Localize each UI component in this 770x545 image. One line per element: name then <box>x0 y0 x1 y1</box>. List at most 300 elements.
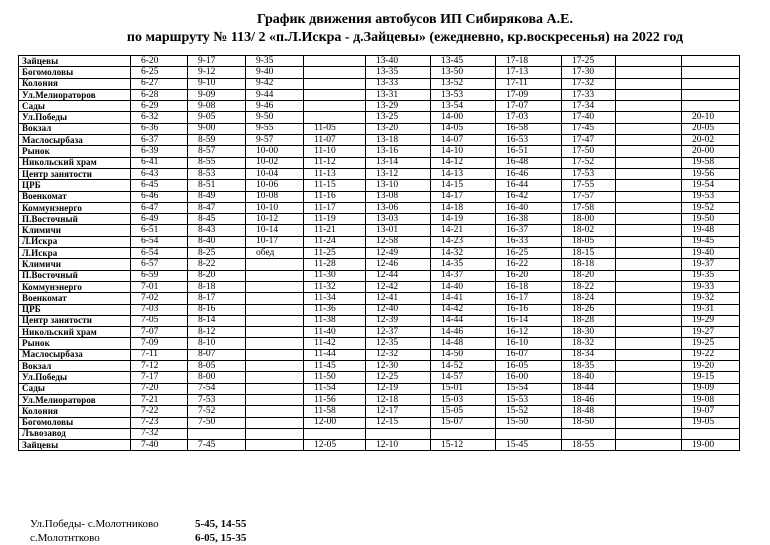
time-cell: 11-42 <box>304 338 366 349</box>
table-row <box>19 259 740 270</box>
time-cell: 14-07 <box>431 135 496 146</box>
time-cell: 12-05 <box>304 440 366 451</box>
time-cell: 11-28 <box>304 259 366 270</box>
time-cell <box>246 259 304 270</box>
time-cell <box>682 67 740 78</box>
stop-name-cell: Зайцевы <box>19 440 131 451</box>
time-cell: 8-22 <box>188 259 246 270</box>
time-cell: 18-00 <box>562 214 616 225</box>
time-cell <box>682 89 740 100</box>
time-cell: 14-21 <box>431 225 496 236</box>
stop-name-cell: Колония <box>19 406 131 417</box>
table-row <box>19 168 740 179</box>
time-cell: 18-18 <box>562 259 616 270</box>
time-cell: 18-46 <box>562 394 616 405</box>
time-cell: 7-23 <box>131 417 188 428</box>
time-cell: 18-44 <box>562 383 616 394</box>
time-cell: 13-31 <box>366 89 431 100</box>
time-cell: 14-13 <box>431 168 496 179</box>
table-row <box>19 135 740 146</box>
time-cell <box>246 270 304 281</box>
time-cell <box>304 101 366 112</box>
time-cell: 20-00 <box>682 146 740 157</box>
time-cell: 6-57 <box>131 259 188 270</box>
time-cell: 11-12 <box>304 157 366 168</box>
time-cell: 16-40 <box>496 202 562 213</box>
time-cell: 16-12 <box>496 327 562 338</box>
time-cell: 10-10 <box>246 202 304 213</box>
time-cell: 17-09 <box>496 89 562 100</box>
time-cell: 9-08 <box>188 101 246 112</box>
table-row <box>19 440 740 451</box>
time-cell: 18-26 <box>562 304 616 315</box>
time-cell: 6-39 <box>131 146 188 157</box>
time-cell: 11-05 <box>304 123 366 134</box>
stop-name-cell: Рынок <box>19 146 131 157</box>
time-cell: 16-37 <box>496 225 562 236</box>
stop-name-cell: Л.Искра <box>19 248 131 259</box>
time-cell: 7-01 <box>131 281 188 292</box>
time-cell: 19-27 <box>682 327 740 338</box>
time-cell <box>304 112 366 123</box>
schedule-table <box>18 55 740 451</box>
empty-cell <box>616 361 682 372</box>
time-cell: 10-00 <box>246 146 304 157</box>
table-row <box>19 123 740 134</box>
time-cell: 11-24 <box>304 236 366 247</box>
time-cell: 6-25 <box>131 67 188 78</box>
schedule-title: График движения автобусов ИП Сибирякова А.Е. <box>256 12 574 27</box>
time-cell: 16-05 <box>496 361 562 372</box>
time-cell: 19-31 <box>682 304 740 315</box>
time-cell: 13-45 <box>431 56 496 67</box>
time-cell: 7-53 <box>188 394 246 405</box>
time-cell: 18-32 <box>562 338 616 349</box>
time-cell: 11-38 <box>304 315 366 326</box>
time-cell: 10-06 <box>246 180 304 191</box>
stop-name-cell: Центр занятости <box>19 315 131 326</box>
empty-cell <box>616 135 682 146</box>
empty-cell <box>616 236 682 247</box>
time-cell: 16-14 <box>496 315 562 326</box>
time-cell: 12-40 <box>366 304 431 315</box>
time-cell: 11-07 <box>304 135 366 146</box>
time-cell: 8-43 <box>188 225 246 236</box>
empty-cell <box>616 417 682 428</box>
time-cell: 8-05 <box>188 361 246 372</box>
time-cell: 9-35 <box>246 56 304 67</box>
time-cell: 13-33 <box>366 78 431 89</box>
time-cell: 13-10 <box>366 180 431 191</box>
time-cell: 14-12 <box>431 157 496 168</box>
empty-cell <box>616 338 682 349</box>
time-cell: 6-36 <box>131 123 188 134</box>
time-cell <box>246 338 304 349</box>
time-cell: 6-59 <box>131 270 188 281</box>
time-cell: 7-03 <box>131 304 188 315</box>
time-cell: 13-01 <box>366 225 431 236</box>
time-cell: 12-42 <box>366 281 431 292</box>
time-cell: 13-29 <box>366 101 431 112</box>
empty-cell <box>616 281 682 292</box>
table-row <box>19 146 740 157</box>
time-cell: 19-53 <box>682 191 740 202</box>
time-cell: 15-07 <box>431 417 496 428</box>
empty-cell <box>616 101 682 112</box>
time-cell: 14-52 <box>431 361 496 372</box>
empty-cell <box>616 56 682 67</box>
time-cell: 19-09 <box>682 383 740 394</box>
time-cell: 7-32 <box>131 428 188 439</box>
table-row <box>19 327 740 338</box>
time-cell: 6-28 <box>131 89 188 100</box>
time-cell <box>246 394 304 405</box>
table-row <box>19 281 740 292</box>
time-cell: 7-17 <box>131 372 188 383</box>
table-row <box>19 428 740 439</box>
time-cell: 13-25 <box>366 112 431 123</box>
time-cell: 16-58 <box>496 123 562 134</box>
time-cell: 18-24 <box>562 293 616 304</box>
time-cell: 18-22 <box>562 281 616 292</box>
time-cell: 9-17 <box>188 56 246 67</box>
time-cell <box>246 315 304 326</box>
table-row <box>19 293 740 304</box>
time-cell: 11-56 <box>304 394 366 405</box>
time-cell: 18-05 <box>562 236 616 247</box>
time-cell: 19-32 <box>682 293 740 304</box>
table-row <box>19 214 740 225</box>
time-cell: 15-50 <box>496 417 562 428</box>
footer-route-label: с.Молотнтково <box>30 532 100 544</box>
time-cell: 17-07 <box>496 101 562 112</box>
table-row <box>19 361 740 372</box>
stop-name-cell: Никольский храм <box>19 327 131 338</box>
time-cell: 18-40 <box>562 372 616 383</box>
empty-cell <box>616 146 682 157</box>
table-row <box>19 89 740 100</box>
time-cell: 7-40 <box>131 440 188 451</box>
time-cell: 10-14 <box>246 225 304 236</box>
time-cell: 19-40 <box>682 248 740 259</box>
time-cell: 6-20 <box>131 56 188 67</box>
table-row <box>19 248 740 259</box>
time-cell: 8-18 <box>188 281 246 292</box>
time-cell: 11-30 <box>304 270 366 281</box>
time-cell: 17-58 <box>562 202 616 213</box>
time-cell: 11-54 <box>304 383 366 394</box>
stop-name-cell: Маслосырбаза <box>19 135 131 146</box>
time-cell: 14-41 <box>431 293 496 304</box>
table-row <box>19 270 740 281</box>
time-cell: 8-00 <box>188 372 246 383</box>
time-cell: 12-37 <box>366 327 431 338</box>
time-cell: 14-42 <box>431 304 496 315</box>
stop-name-cell: Климичи <box>19 259 131 270</box>
time-cell: 19-00 <box>682 440 740 451</box>
time-cell: 19-25 <box>682 338 740 349</box>
time-cell: 7-52 <box>188 406 246 417</box>
table-row <box>19 157 740 168</box>
stop-name-cell: Ул.Победы <box>19 372 131 383</box>
time-cell: 6-45 <box>131 180 188 191</box>
time-cell: 8-07 <box>188 349 246 360</box>
time-cell: 17-53 <box>562 168 616 179</box>
time-cell: 13-16 <box>366 146 431 157</box>
time-cell: 17-11 <box>496 78 562 89</box>
time-cell: 18-34 <box>562 349 616 360</box>
time-cell: 6-54 <box>131 248 188 259</box>
time-cell: 7-22 <box>131 406 188 417</box>
time-cell: 10-08 <box>246 191 304 202</box>
time-cell: 17-33 <box>562 89 616 100</box>
time-cell: 7-20 <box>131 383 188 394</box>
table-row <box>19 225 740 236</box>
time-cell: 16-46 <box>496 168 562 179</box>
schedule-subtitle: по маршруту № 113/ 2 «п.Л.Искра - д.Зайцевы» (ежедневно, кр.воскресенья) на 2022 год <box>126 30 684 45</box>
empty-cell <box>616 383 682 394</box>
time-cell: 17-55 <box>562 180 616 191</box>
time-cell: 19-35 <box>682 270 740 281</box>
table-row <box>19 394 740 405</box>
time-cell: 13-52 <box>431 78 496 89</box>
time-cell: 13-50 <box>431 67 496 78</box>
time-cell: 15-05 <box>431 406 496 417</box>
time-cell: 7-54 <box>188 383 246 394</box>
time-cell: 19-52 <box>682 202 740 213</box>
empty-cell <box>616 315 682 326</box>
time-cell <box>246 361 304 372</box>
time-cell: 14-48 <box>431 338 496 349</box>
time-cell: 17-25 <box>562 56 616 67</box>
time-cell: 18-30 <box>562 327 616 338</box>
time-cell: 16-16 <box>496 304 562 315</box>
time-cell: 12-39 <box>366 315 431 326</box>
time-cell: 19-33 <box>682 281 740 292</box>
stop-name-cell: Богомоловы <box>19 67 131 78</box>
time-cell: 11-36 <box>304 304 366 315</box>
time-cell: 9-57 <box>246 135 304 146</box>
time-cell <box>246 428 304 439</box>
stop-name-cell: Вокзал <box>19 361 131 372</box>
stop-name-cell: Сады <box>19 101 131 112</box>
time-cell: 11-58 <box>304 406 366 417</box>
time-cell: 20-02 <box>682 135 740 146</box>
time-cell <box>246 304 304 315</box>
time-cell: 15-52 <box>496 406 562 417</box>
time-cell: 14-37 <box>431 270 496 281</box>
empty-cell <box>616 180 682 191</box>
time-cell: 19-50 <box>682 214 740 225</box>
time-cell: 8-51 <box>188 180 246 191</box>
stop-name-cell: Ул.Победы <box>19 112 131 123</box>
time-cell: 8-47 <box>188 202 246 213</box>
stop-name-cell: Военкомат <box>19 191 131 202</box>
stop-name-cell: ЦРБ <box>19 180 131 191</box>
stop-name-cell: Л.Искра <box>19 236 131 247</box>
time-cell: 14-05 <box>431 123 496 134</box>
time-cell: 19-54 <box>682 180 740 191</box>
time-cell: 16-42 <box>496 191 562 202</box>
empty-cell <box>616 293 682 304</box>
time-cell: 6-49 <box>131 214 188 225</box>
empty-cell <box>616 440 682 451</box>
time-cell <box>188 428 246 439</box>
time-cell: 17-34 <box>562 101 616 112</box>
time-cell: 11-50 <box>304 372 366 383</box>
time-cell: 13-14 <box>366 157 431 168</box>
time-cell <box>246 349 304 360</box>
time-cell: 8-25 <box>188 248 246 259</box>
stop-name-cell: ЦРБ <box>19 304 131 315</box>
time-cell: 18-50 <box>562 417 616 428</box>
stop-name-cell: Сады <box>19 383 131 394</box>
time-cell: 17-03 <box>496 112 562 123</box>
time-cell: 6-54 <box>131 236 188 247</box>
time-cell: 17-40 <box>562 112 616 123</box>
time-cell: 6-47 <box>131 202 188 213</box>
time-cell: 17-32 <box>562 78 616 89</box>
time-cell: 18-35 <box>562 361 616 372</box>
time-cell: 19-56 <box>682 168 740 179</box>
stop-name-cell: Колония <box>19 78 131 89</box>
stop-name-cell: Зайцевы <box>19 56 131 67</box>
time-cell: 8-57 <box>188 146 246 157</box>
table-row <box>19 417 740 428</box>
time-cell: 14-46 <box>431 327 496 338</box>
time-cell <box>496 428 562 439</box>
time-cell: 8-49 <box>188 191 246 202</box>
footer-route-times: 5-45, 14-55 <box>195 518 247 530</box>
time-cell: 14-50 <box>431 349 496 360</box>
time-cell: 16-22 <box>496 259 562 270</box>
time-cell: 8-12 <box>188 327 246 338</box>
time-cell: 14-57 <box>431 372 496 383</box>
time-cell: 9-40 <box>246 67 304 78</box>
empty-cell <box>616 214 682 225</box>
stop-name-cell: Центр занятости <box>19 168 131 179</box>
empty-cell <box>616 270 682 281</box>
time-cell: 7-05 <box>131 315 188 326</box>
time-cell: 16-53 <box>496 135 562 146</box>
time-cell: 16-17 <box>496 293 562 304</box>
time-cell: 11-16 <box>304 191 366 202</box>
empty-cell <box>616 304 682 315</box>
time-cell: 6-27 <box>131 78 188 89</box>
time-cell: 8-16 <box>188 304 246 315</box>
time-cell <box>246 383 304 394</box>
time-cell: 8-17 <box>188 293 246 304</box>
time-cell: 15-54 <box>496 383 562 394</box>
time-cell: 8-40 <box>188 236 246 247</box>
time-cell: 8-55 <box>188 157 246 168</box>
time-cell: 6-37 <box>131 135 188 146</box>
time-cell: 7-45 <box>188 440 246 451</box>
time-cell <box>246 440 304 451</box>
table-row <box>19 236 740 247</box>
time-cell: 19-58 <box>682 157 740 168</box>
time-cell: 7-11 <box>131 349 188 360</box>
time-cell: 11-40 <box>304 327 366 338</box>
time-cell: 6-32 <box>131 112 188 123</box>
empty-cell <box>616 157 682 168</box>
time-cell: 19-45 <box>682 236 740 247</box>
time-cell: 11-15 <box>304 180 366 191</box>
time-cell: 17-57 <box>562 191 616 202</box>
time-cell: 10-17 <box>246 236 304 247</box>
time-cell: 14-35 <box>431 259 496 270</box>
time-cell: 16-10 <box>496 338 562 349</box>
time-cell <box>304 89 366 100</box>
time-cell: 12-49 <box>366 248 431 259</box>
time-cell: 12-15 <box>366 417 431 428</box>
time-cell: 17-18 <box>496 56 562 67</box>
table-row <box>19 101 740 112</box>
stop-name-cell: Маслосырбаза <box>19 349 131 360</box>
empty-cell <box>616 112 682 123</box>
time-cell: 11-34 <box>304 293 366 304</box>
time-cell <box>431 428 496 439</box>
time-cell: 12-46 <box>366 259 431 270</box>
time-cell: 12-00 <box>304 417 366 428</box>
stop-name-cell: Вокзал <box>19 123 131 134</box>
time-cell: 8-53 <box>188 168 246 179</box>
time-cell: 18-48 <box>562 406 616 417</box>
time-cell: 11-19 <box>304 214 366 225</box>
time-cell: 19-37 <box>682 259 740 270</box>
table-row <box>19 78 740 89</box>
stop-name-cell: П.Восточный <box>19 214 131 225</box>
time-cell: 9-10 <box>188 78 246 89</box>
time-cell: 19-29 <box>682 315 740 326</box>
empty-cell <box>616 89 682 100</box>
time-cell <box>562 428 616 439</box>
time-cell: обед <box>246 248 304 259</box>
time-cell: 13-20 <box>366 123 431 134</box>
footer-route-2 <box>30 531 247 545</box>
time-cell: 6-29 <box>131 101 188 112</box>
empty-cell <box>616 248 682 259</box>
time-cell: 19-22 <box>682 349 740 360</box>
table-row <box>19 349 740 360</box>
empty-cell <box>616 78 682 89</box>
time-cell: 16-44 <box>496 180 562 191</box>
stop-name-cell: Военкомат <box>19 293 131 304</box>
time-cell: 12-32 <box>366 349 431 360</box>
time-cell: 20-10 <box>682 112 740 123</box>
empty-cell <box>616 406 682 417</box>
time-cell: 12-44 <box>366 270 431 281</box>
time-cell: 13-06 <box>366 202 431 213</box>
time-cell: 10-04 <box>246 168 304 179</box>
empty-cell <box>616 428 682 439</box>
stop-name-cell: Коммунэнерго <box>19 281 131 292</box>
time-cell: 10-12 <box>246 214 304 225</box>
time-cell: 14-10 <box>431 146 496 157</box>
empty-cell <box>616 123 682 134</box>
time-cell: 8-14 <box>188 315 246 326</box>
time-cell: 13-54 <box>431 101 496 112</box>
time-cell: 16-51 <box>496 146 562 157</box>
empty-cell <box>616 168 682 179</box>
time-cell: 15-03 <box>431 394 496 405</box>
time-cell: 9-09 <box>188 89 246 100</box>
time-cell: 13-53 <box>431 89 496 100</box>
time-cell: 18-02 <box>562 225 616 236</box>
time-cell: 15-01 <box>431 383 496 394</box>
table-row <box>19 112 740 123</box>
empty-cell <box>616 327 682 338</box>
